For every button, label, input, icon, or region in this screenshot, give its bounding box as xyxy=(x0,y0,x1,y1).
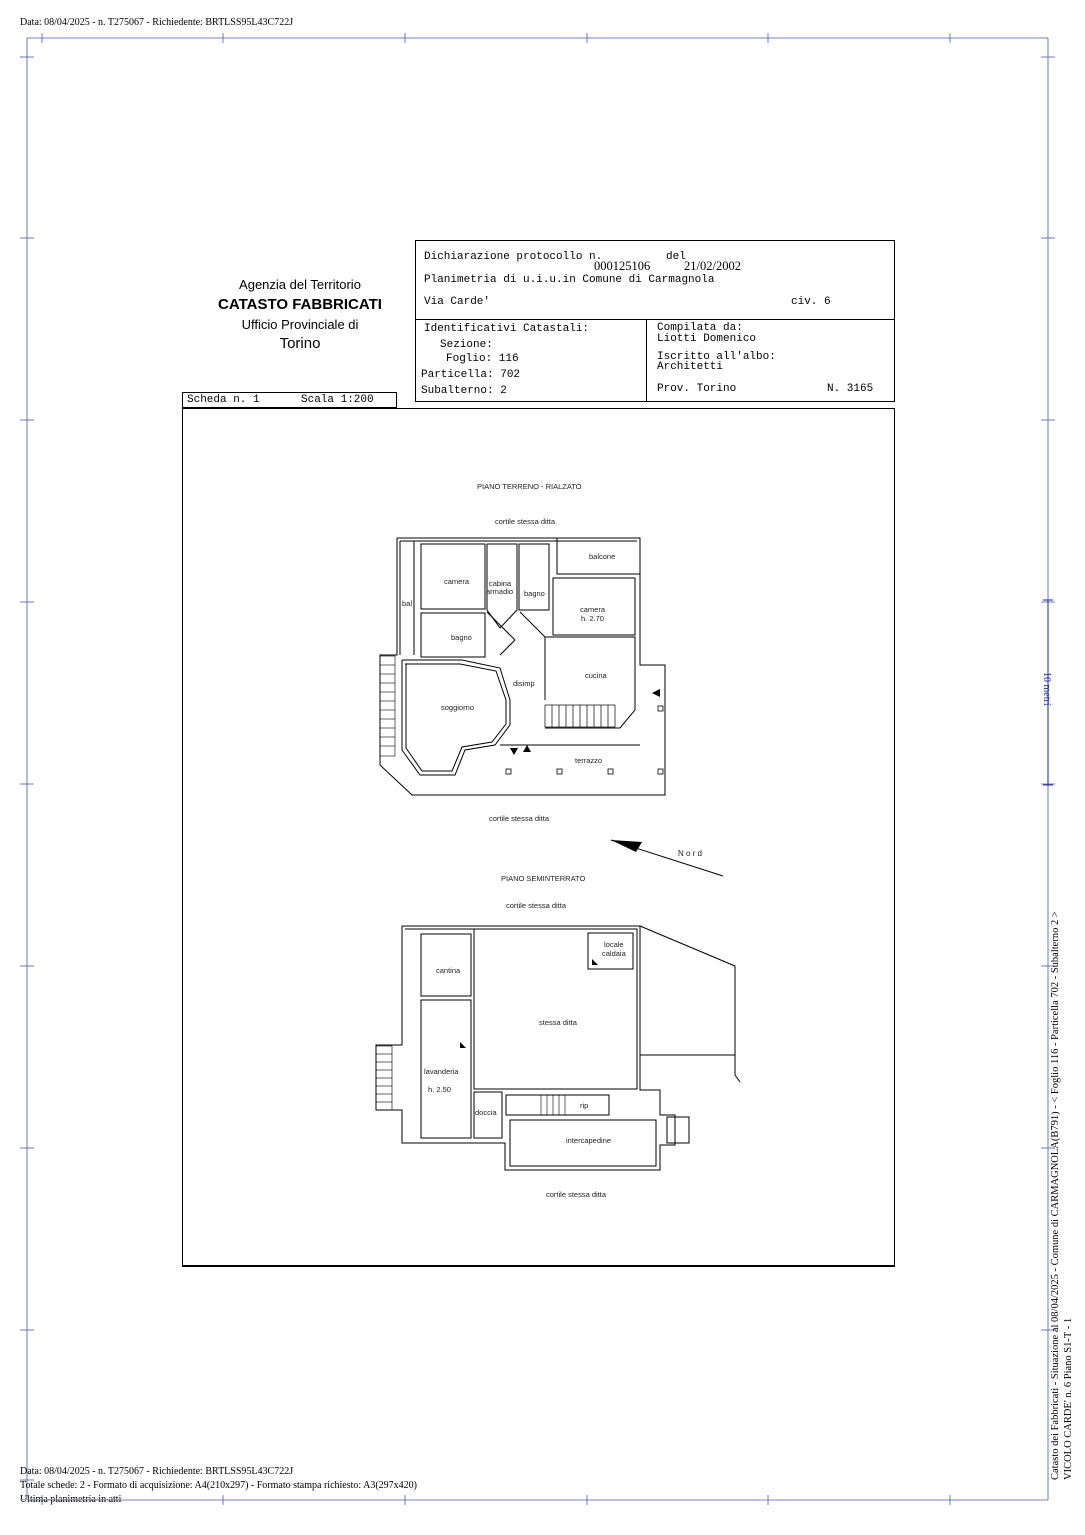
room-caldaia: caldaia xyxy=(602,949,626,958)
room-cucina: cucina xyxy=(585,671,607,680)
albo-label: Iscritto all'albo: xyxy=(657,351,776,363)
compiled-label: Compilata da: xyxy=(657,322,743,334)
particella: Particella: 702 xyxy=(421,369,521,381)
date-label: del xyxy=(666,251,686,263)
room-camera: camera xyxy=(444,577,470,586)
ground-bottom-courtyard: cortile stessa ditta xyxy=(489,814,550,823)
protocol-number: 000125106 xyxy=(594,259,651,273)
room-rip: rip xyxy=(580,1101,589,1110)
plan-line: Planimetria di u.i.u.in Comune di Carmagnola xyxy=(424,274,715,286)
footer-schede-line: Totale schede: 2 - Formato di acquisizione: A4(210x297) - Formato stampa richiesto: A3(297x420) xyxy=(20,1480,417,1491)
declaration-box xyxy=(415,240,895,402)
room-lavanderia: lavanderia xyxy=(424,1067,459,1076)
catasto-title: CATASTO FABBRICATI xyxy=(218,296,382,313)
footer-last-plan: Ultima planimetria in atti xyxy=(20,1494,122,1505)
room-soggiorno: soggiorno xyxy=(441,703,474,712)
basement-title: PIANO SEMINTERRATO xyxy=(501,874,586,883)
side-text-line2: VICOLO CARDE' n. 6 Piano S1-T - 1 xyxy=(1063,1317,1074,1480)
identifiers-title: Identificativi Catastali: xyxy=(424,323,590,335)
side-text-line1: Catasto dei Fabbricati - Situazione al 08/04/2025 - Comune di CARMAGNOLA(B791) - < Foglio 116 - Particella 702 - Subalterno 2 > xyxy=(1050,911,1061,1480)
room-lavanderia-height: h. 2.50 xyxy=(428,1085,451,1094)
room-cantina: cantina xyxy=(436,966,461,975)
foglio: Foglio: 116 xyxy=(446,353,519,365)
box-divider xyxy=(416,319,894,320)
scale-bar-label: 10 metri xyxy=(1041,672,1052,706)
basement-bottom-courtyard: cortile stessa ditta xyxy=(546,1190,607,1199)
footer-request-line: Data: 08/04/2025 - n. T275067 - Richiedente: BRTLSS95L43C722J xyxy=(20,1466,294,1477)
plan-box xyxy=(182,408,895,1267)
room-balcone: balcone xyxy=(589,552,616,561)
room-disimp: disimp xyxy=(513,679,535,688)
north-label: N o r d xyxy=(678,849,703,858)
room-camera-right: camera xyxy=(580,605,606,614)
address: Via Carde' xyxy=(424,296,491,308)
header-request-line: Data: 08/04/2025 - n. T275067 - Richiedente: BRTLSS95L43C722J xyxy=(20,17,294,28)
sezione: Sezione: xyxy=(440,339,493,351)
room-terrazzo: terrazzo xyxy=(575,756,603,765)
protocol-label: Dichiarazione protocollo n. xyxy=(424,251,603,263)
room-doccia: doccia xyxy=(475,1108,497,1117)
compiler-number: N. 3165 xyxy=(827,383,874,395)
compiler-province: Prov. Torino xyxy=(657,383,737,395)
scheda-number: Scheda n. 1 xyxy=(187,394,260,406)
office-label: Ufficio Provinciale di xyxy=(241,317,359,332)
scheda-box xyxy=(182,392,397,408)
compiler-name: Liotti Domenico xyxy=(657,333,757,345)
room-bagno: bagno xyxy=(451,633,472,642)
albo-value: Architetti xyxy=(657,361,724,373)
room-bal: bal xyxy=(402,599,413,608)
room-intercapedine: intercapedine xyxy=(566,1136,612,1145)
room-locale: locale xyxy=(604,940,624,949)
ground-floor-title: PIANO TERRENO - RIALZATO xyxy=(477,482,582,491)
box-vertical-divider xyxy=(646,319,647,401)
scheda-scale: Scala 1:200 xyxy=(301,394,374,406)
declaration-date: 21/02/2002 xyxy=(684,259,741,273)
basement-top-courtyard: cortile stessa ditta xyxy=(506,901,567,910)
ground-top-courtyard: cortile stessa ditta xyxy=(495,517,556,526)
room-bagno-top: bagno xyxy=(524,589,545,598)
agency-name: Agenzia del Territorio xyxy=(239,277,361,292)
room-cabina: cabina xyxy=(489,579,512,588)
room-armadio: armadio xyxy=(486,587,514,596)
subalterno: Subalterno: 2 xyxy=(421,385,507,397)
office-city: Torino xyxy=(279,335,321,352)
room-stessa-ditta: stessa ditta xyxy=(539,1018,577,1027)
civic-number: civ. 6 xyxy=(791,296,831,308)
room-camera-height: h. 2.70 xyxy=(581,614,604,623)
